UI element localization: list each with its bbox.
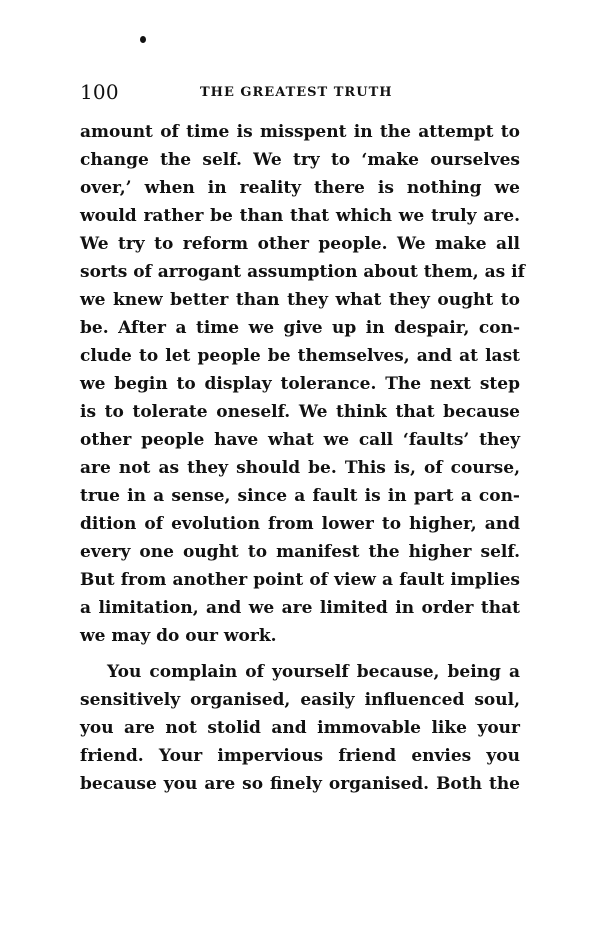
ink-speck — [140, 36, 146, 43]
text-line: every one ought to manifest the higher self. — [80, 542, 520, 562]
text-line: true in a sense, since a fault is in part a con- — [80, 486, 520, 506]
page-header — [80, 80, 520, 104]
running-head: THE GREATEST TRUTH — [200, 85, 393, 100]
text-line: But from another point of view a fault implies — [80, 570, 520, 590]
text-line: change the self. We try to ‘make ourselves — [80, 150, 520, 170]
text-line: we knew better than they what they ought to — [80, 290, 520, 310]
text-line: are not as they should be. This is, of course, — [80, 458, 520, 478]
text-line: sorts of arrogant assumption about them, as if — [80, 262, 525, 282]
body-text — [80, 118, 525, 798]
text-line: clude to let people be themselves, and at last — [80, 346, 520, 366]
text-line: We try to reform other people. We make all — [80, 234, 520, 254]
text-line: You complain of yourself because, being a — [107, 662, 520, 682]
text-line: other people have what we call ‘faults’ they — [80, 430, 520, 450]
text-line: over,’ when in reality there is nothing we — [80, 178, 520, 198]
paragraph-2 — [80, 658, 520, 798]
text-line: dition of evolution from lower to higher, and — [80, 514, 520, 534]
text-line: would rather be than that which we truly are. — [80, 206, 520, 226]
text-line: we begin to display tolerance. The next step — [80, 374, 520, 394]
text-line: amount of time is misspent in the attempt to — [80, 122, 520, 142]
text-line: we may do our work. — [80, 626, 277, 646]
text-line: because you are so finely organised. Both the — [80, 774, 520, 794]
text-line: friend. Your impervious friend envies you — [80, 746, 520, 766]
paragraph-1 — [80, 118, 525, 650]
text-line: sensitively organised, easily influenced soul, — [80, 690, 520, 710]
text-line: be. After a time we give up in despair, con- — [80, 318, 520, 338]
text-line: a limitation, and we are limited in order that — [80, 598, 520, 618]
text-line: you are not stolid and immovable like your — [80, 718, 520, 738]
text-line: is to tolerate oneself. We think that because — [80, 402, 520, 422]
page-number: 100 — [80, 80, 119, 104]
